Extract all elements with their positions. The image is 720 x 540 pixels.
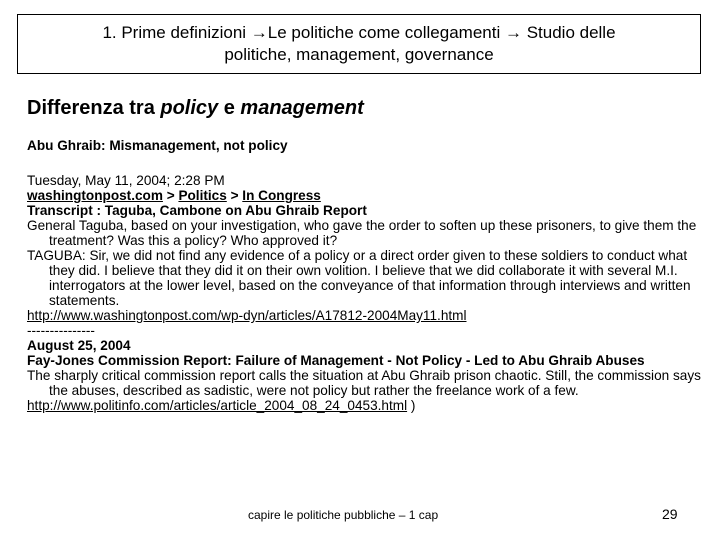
washingtonpost-link[interactable]: http://www.washingtonpost.com/wp-dyn/articles/A17812-2004May11.html xyxy=(27,308,467,323)
article-date: Tuesday, May 11, 2004; 2:28 PM xyxy=(27,173,225,188)
breadcrumb xyxy=(27,188,707,203)
report-title: Fay-Jones Commission Report: Failure of Management - Not Policy - Led to Abu Ghraib Abuses xyxy=(27,353,645,368)
answer-text: TAGUBA: Sir, we did not find any evidence of a policy or a direct order given to these soldiers to conduct what they did. I believe that they did it on their own volition. I believe that we did collaborate it with several M.I. interrogators at the lower level, based on the conveyance of that information through interviews and written statements. xyxy=(27,248,691,308)
breadcrumb-politics-link[interactable]: Politics xyxy=(178,188,227,203)
politinfo-link[interactable]: http://www.politinfo.com/articles/article_2004_08_24_0453.html xyxy=(27,398,408,413)
header-line-2: politiche, management, governance xyxy=(224,45,494,64)
page-number: 29 xyxy=(662,506,678,522)
breadcrumb-separator: > xyxy=(226,188,243,203)
header-line-1: 1. Prime definizioni →Le politiche come collegamenti → Studio delle xyxy=(102,23,616,42)
title-policy: policy xyxy=(160,97,219,119)
title-prefix: Differenza tra xyxy=(27,97,161,119)
breadcrumb-congress-link[interactable]: In Congress xyxy=(242,188,321,203)
report-date: August 25, 2004 xyxy=(27,338,131,353)
slide-content xyxy=(27,138,707,413)
link-suffix: ) xyxy=(407,398,416,413)
spacer xyxy=(27,153,707,173)
report-text: The sharply critical commission report calls the situation at Abu Ghraib prison chaotic. Still, the commission says the abuses, described as sadistic, were not policy but rather the freelance work of a few. xyxy=(27,368,701,398)
footer-text: capire le politiche pubbliche – 1 cap xyxy=(248,508,439,522)
slide-header xyxy=(17,14,701,74)
title-middle: e xyxy=(218,97,241,119)
title-management: management xyxy=(240,97,364,119)
content-subtitle: Abu Ghraib: Mismanagement, not policy xyxy=(27,138,288,153)
slide-title xyxy=(27,96,364,120)
question-text: General Taguba, based on your investigation, who gave the order to soften up these prisoners, to give them the treatment? Was this a policy? Who approved it? xyxy=(27,218,697,248)
breadcrumb-separator: > xyxy=(162,188,179,203)
separator-line: --------------- xyxy=(27,323,95,338)
breadcrumb-site-link[interactable]: washingtonpost.com xyxy=(27,188,163,203)
transcript-title: Transcript : Taguba, Cambone on Abu Ghraib Report xyxy=(27,203,367,218)
